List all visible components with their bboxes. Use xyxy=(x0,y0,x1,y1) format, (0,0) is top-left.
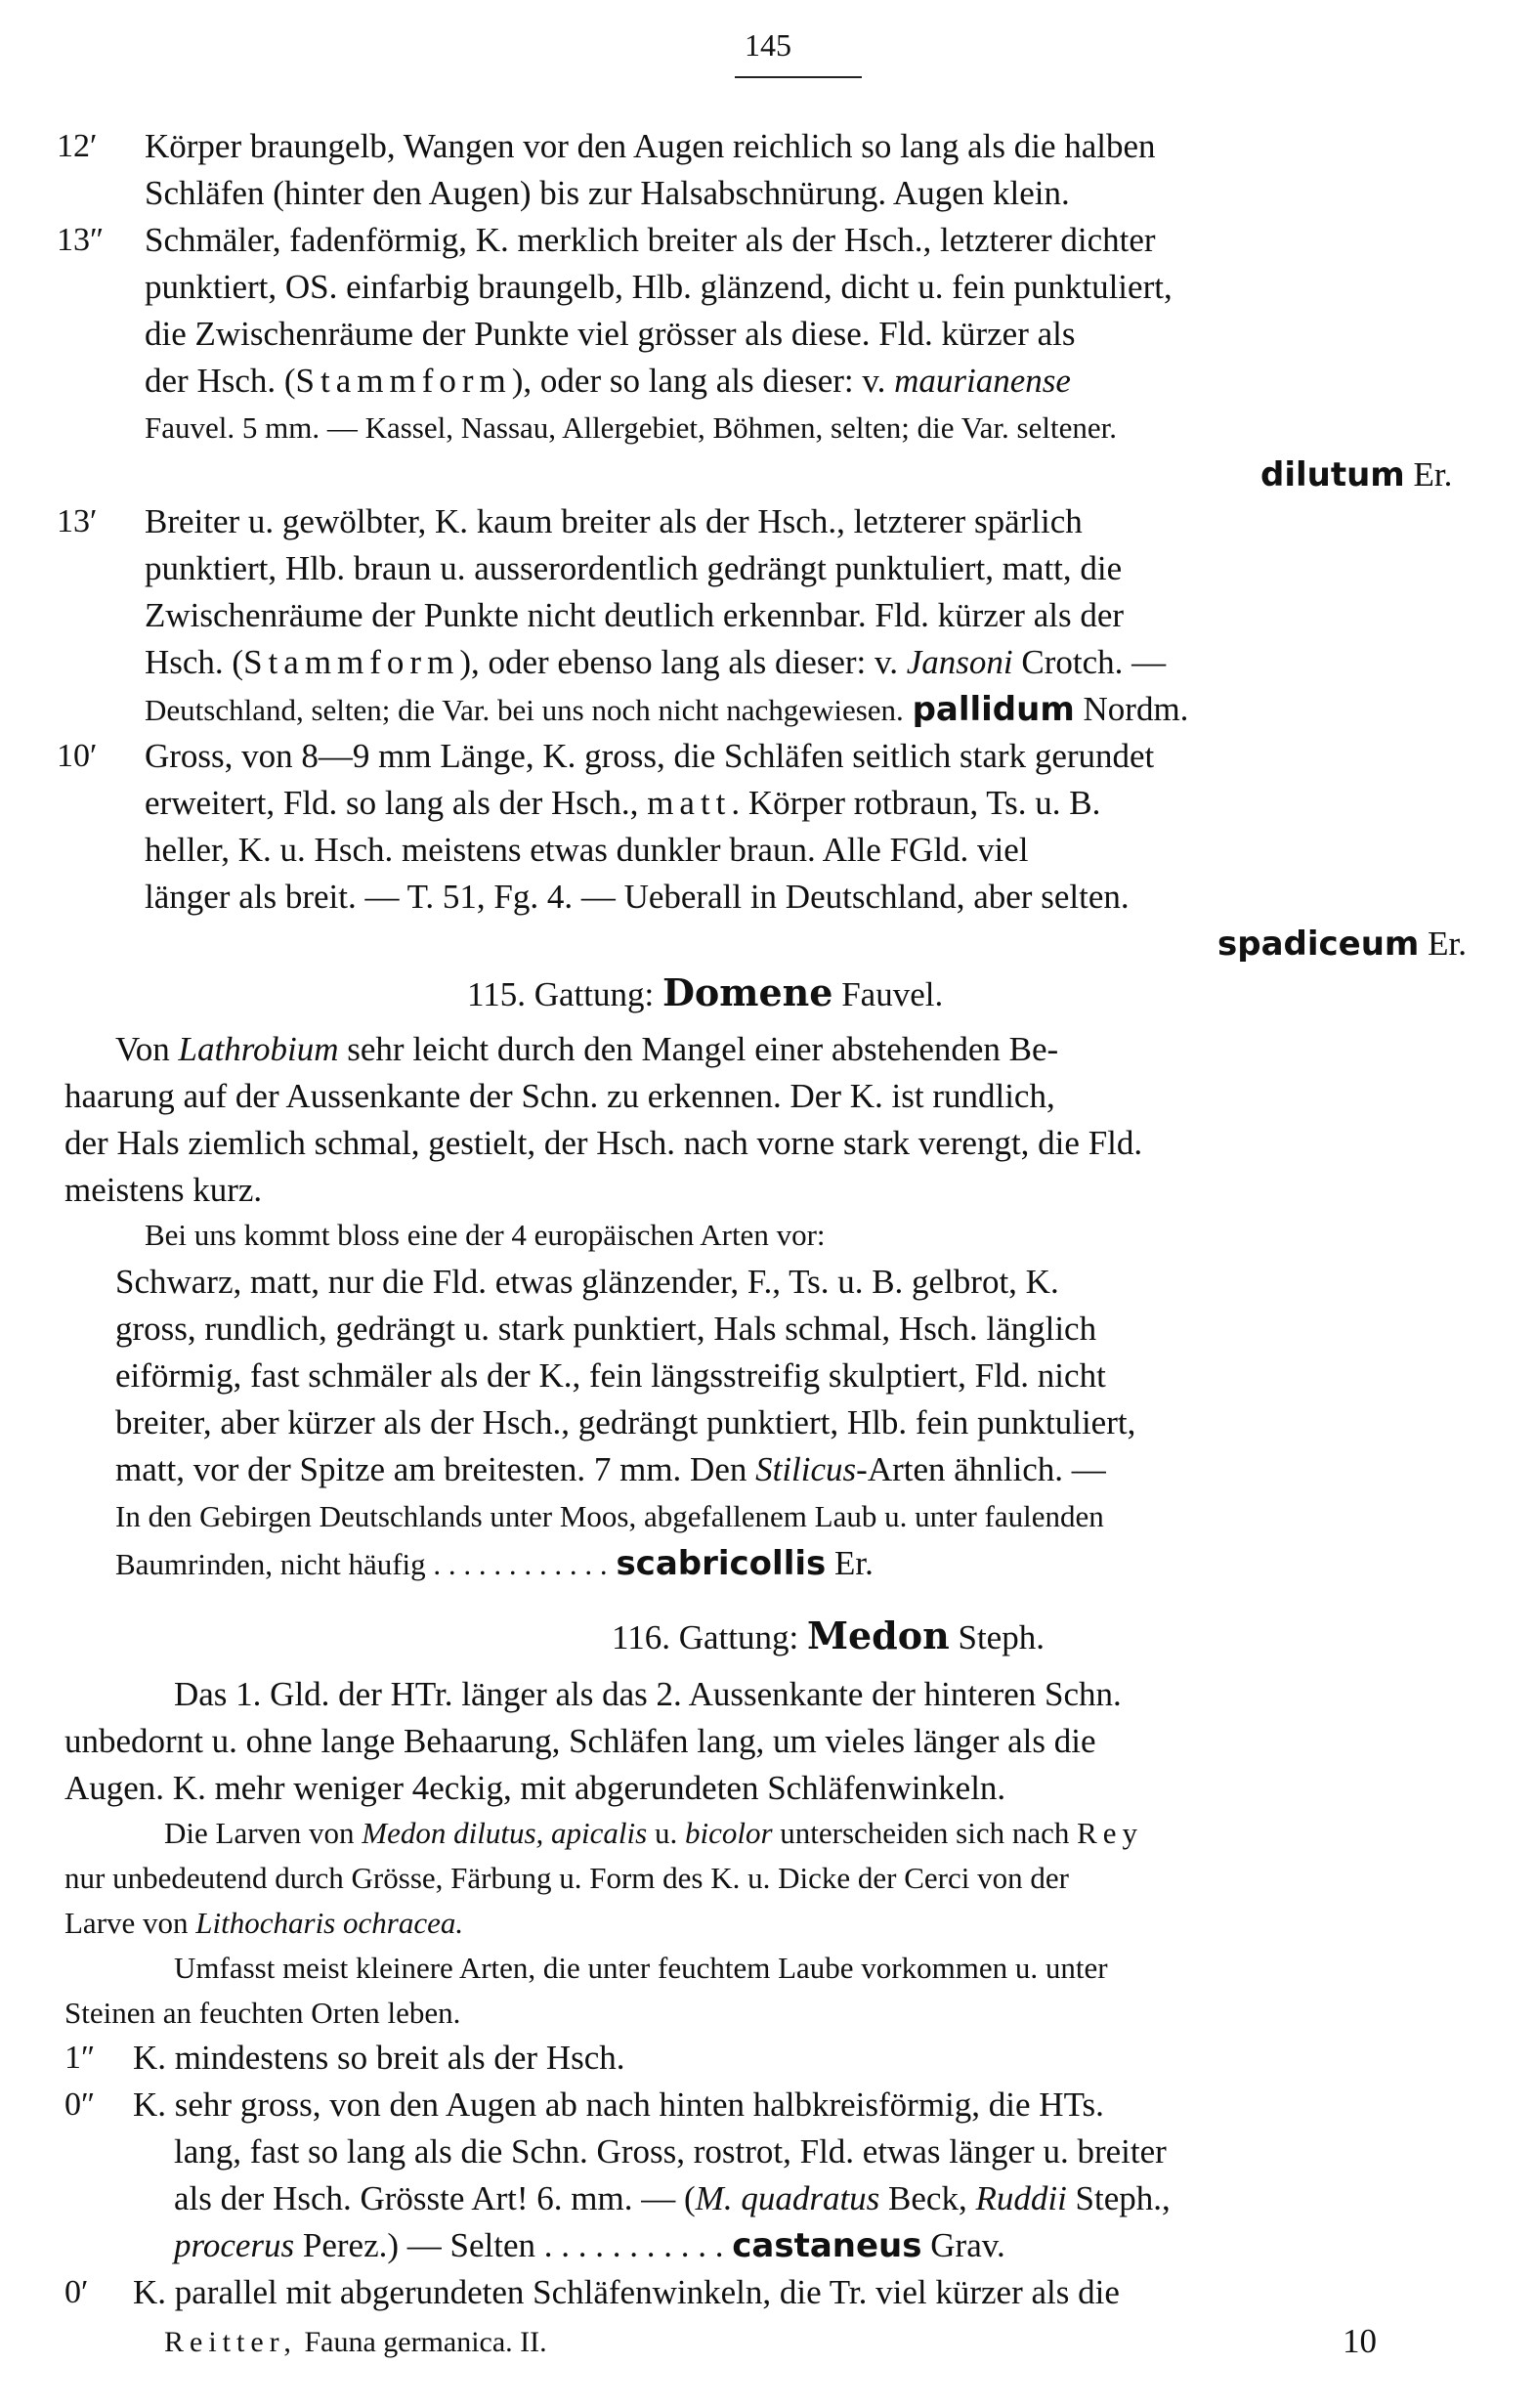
couplet-10p-line-4: länger als breit. — T. 51, Fg. 4. — Ueberall in Deutschland, aber selten. xyxy=(145,878,1130,916)
genus-116-intro-line-3: Augen. K. mehr weniger 4eckig, mit abgerundeten Schläfenwinkeln. xyxy=(64,1769,1006,1807)
genus-116-larvae-line-3: Larve von Lithocharis ochracea. xyxy=(64,1906,464,1940)
couplet-12p-line-1: Körper braungelb, Wangen vor den Augen reichlich so lang als die halben xyxy=(145,127,1156,165)
couplet-0p-line-1: K. parallel mit abgerundeten Schläfenwinkeln, die Tr. viel kürzer als die xyxy=(133,2273,1120,2311)
species-name: pallidum xyxy=(912,690,1075,729)
genus-115-desc-line-5: matt, vor der Spitze am breitesten. 7 mm. Den Stilicus-Arten ähnlich. — xyxy=(115,1450,1106,1488)
key-0-prime: 0′ xyxy=(64,2274,89,2310)
genus-116-habitat-line-1: Umfasst meist kleinere Arten, die unter feuchtem Laube vorkommen u. unter xyxy=(174,1951,1108,1985)
genus-115-intro-line-3: der Hals ziemlich schmal, gestielt, der Hsch. nach vorne stark verengt, die Fld. xyxy=(64,1124,1143,1162)
couplet-0pp-line-1: K. sehr gross, von den Augen ab nach hinten halbkreisförmig, die HTs. xyxy=(133,2086,1104,2124)
stammform-spaced: Stammform xyxy=(243,643,460,681)
couplet-13pp-line-5: Fauvel. 5 mm. — Kassel, Nassau, Allergebiet, Böhmen, selten; die Var. seltener. xyxy=(145,410,1117,445)
couplet-13pp-line-1: Schmäler, fadenförmig, K. merklich breiter als der Hsch., letzterer dichter xyxy=(145,221,1156,259)
genus-115-desc-line-3: eiförmig, fast schmäler als der K., fein längsstreifig skulptiert, Fld. nicht xyxy=(115,1356,1106,1395)
genus-115-desc-line-7: Baumrinden, nicht häufig . . . . . . . . . . . . scabricollis Er. xyxy=(115,1544,874,1583)
genus-116-larvae-line-1: Die Larven von Medon dilutus, apicalis u. bicolor unterscheiden sich nach Rey xyxy=(164,1816,1144,1850)
header-rule xyxy=(735,76,862,78)
species-entry-dilutum: dilutum Er. xyxy=(1260,455,1453,494)
couplet-13pp-line-3: die Zwischenräume der Punkte viel grösser als diese. Fld. kürzer als xyxy=(145,315,1076,353)
genus-115-intro-line-4: meistens kurz. xyxy=(64,1171,263,1209)
couplet-10p-line-2: erweitert, Fld. so lang als der Hsch., matt. Körper rotbraun, Ts. u. B. xyxy=(145,784,1101,822)
key-12-prime: 12′ xyxy=(57,128,98,164)
couplet-10p-line-1: Gross, von 8—9 mm Länge, K. gross, die Schläfen seitlich stark gerundet xyxy=(145,737,1155,775)
page-number: 145 xyxy=(745,27,791,63)
genus-115-desc-line-4: breiter, aber kürzer als der Hsch., gedrängt punktiert, Hlb. fein punktuliert, xyxy=(115,1403,1136,1441)
couplet-13p-line-2: punktiert, Hlb. braun u. ausserordentlich gedrängt punktuliert, matt, die xyxy=(145,549,1123,587)
species-name: scabricollis xyxy=(616,1544,827,1583)
couplet-13p-line-4: Hsch. (Stammform), oder ebenso lang als dieser: v. Jansoni Crotch. — xyxy=(145,643,1167,681)
stammform-spaced: Stammform xyxy=(295,362,512,400)
key-10-prime: 10′ xyxy=(57,738,98,774)
couplet-1pp-line-1: K. mindestens so breit als der Hsch. xyxy=(133,2039,625,2077)
couplet-0pp-line-4: procerus Perez.) — Selten . . . . . . . . . . . castaneus Grav. xyxy=(174,2226,1005,2265)
signature-mark: 10 xyxy=(1343,2322,1377,2360)
genus-heading-115: 115. Gattung: Domene Fauvel. xyxy=(467,970,944,1014)
genus-name: Medon xyxy=(806,1613,950,1657)
couplet-0pp-line-3: als der Hsch. Grösste Art! 6. mm. — (M. quadratus Beck, Ruddii Steph., xyxy=(174,2179,1171,2217)
variety-name: maurianense xyxy=(894,362,1071,400)
genus-115-intro-line-1: Von Lathrobium sehr leicht durch den Mangel einer abstehenden Be- xyxy=(115,1030,1059,1068)
couplet-13pp-line-2: punktiert, OS. einfarbig braungelb, Hlb. glänzend, dicht u. fein punktuliert, xyxy=(145,268,1173,306)
couplet-12p-line-2: Schläfen (hinter den Augen) bis zur Halsabschnürung. Augen klein. xyxy=(145,174,1070,212)
genus-116-intro-line-2: unbedornt u. ohne lange Behaarung, Schläfen lang, um vieles länger als die xyxy=(64,1722,1096,1760)
species-name: spadiceum xyxy=(1217,924,1420,964)
species-name: dilutum xyxy=(1260,455,1405,494)
couplet-13p-line-1: Breiter u. gewölbter, K. kaum breiter als der Hsch., letzterer spärlich xyxy=(145,502,1083,540)
genus-115-intro-line-2: haarung auf der Aussenkante der Schn. zu erkennen. Der K. ist rundlich, xyxy=(64,1077,1055,1115)
key-1-double-prime: 1″ xyxy=(64,2040,96,2076)
couplet-0pp-line-2: lang, fast so lang als die Schn. Gross, rostrot, Fld. etwas länger u. breiter xyxy=(174,2132,1167,2171)
key-13-prime: 13′ xyxy=(57,503,98,539)
species-name: castaneus xyxy=(732,2226,922,2265)
variety-name: Jansoni xyxy=(906,643,1013,681)
footer-citation: Reitter, Fauna germanica. II. xyxy=(164,2326,547,2358)
species-entry-spadiceum: spadiceum Er. xyxy=(1217,924,1467,964)
genus-116-intro-line-1: Das 1. Gld. der HTr. länger als das 2. Aussenkante der hinteren Schn. xyxy=(174,1675,1122,1713)
key-13-double-prime: 13″ xyxy=(57,222,105,258)
genus-115-desc-line-6: In den Gebirgen Deutschlands unter Moos, abgefallenem Laub u. unter faulenden xyxy=(115,1499,1104,1533)
couplet-10p-line-3: heller, K. u. Hsch. meistens etwas dunkler braun. Alle FGld. viel xyxy=(145,831,1029,869)
genus-115-desc-line-2: gross, rundlich, gedrängt u. stark punktiert, Hals schmal, Hsch. länglich xyxy=(115,1310,1097,1348)
couplet-13p-line-3: Zwischenräume der Punkte nicht deutlich erkennbar. Fld. kürzer als der xyxy=(145,596,1125,634)
genus-116-habitat-line-2: Steinen an feuchten Orten leben. xyxy=(64,1996,461,2030)
genus-116-larvae-line-2: nur unbedeutend durch Grösse, Färbung u. Form des K. u. Dicke der Cerci von der xyxy=(64,1861,1069,1895)
genus-name: Domene xyxy=(661,970,833,1014)
genus-115-note: Bei uns kommt bloss eine der 4 europäischen Arten vor: xyxy=(145,1218,826,1252)
couplet-13pp-line-4: der Hsch. (Stammform), oder so lang als dieser: v. maurianense xyxy=(145,362,1071,400)
genus-heading-116: 116. Gattung: Medon Steph. xyxy=(612,1613,1045,1657)
genus-115-desc-line-1: Schwarz, matt, nur die Fld. etwas glänzender, F., Ts. u. B. gelbrot, K. xyxy=(115,1263,1059,1301)
key-0-double-prime: 0″ xyxy=(64,2086,96,2123)
couplet-13p-line-5: Deutschland, selten; die Var. bei uns noch nicht nachgewiesen. pallidum Nordm. xyxy=(145,690,1189,729)
